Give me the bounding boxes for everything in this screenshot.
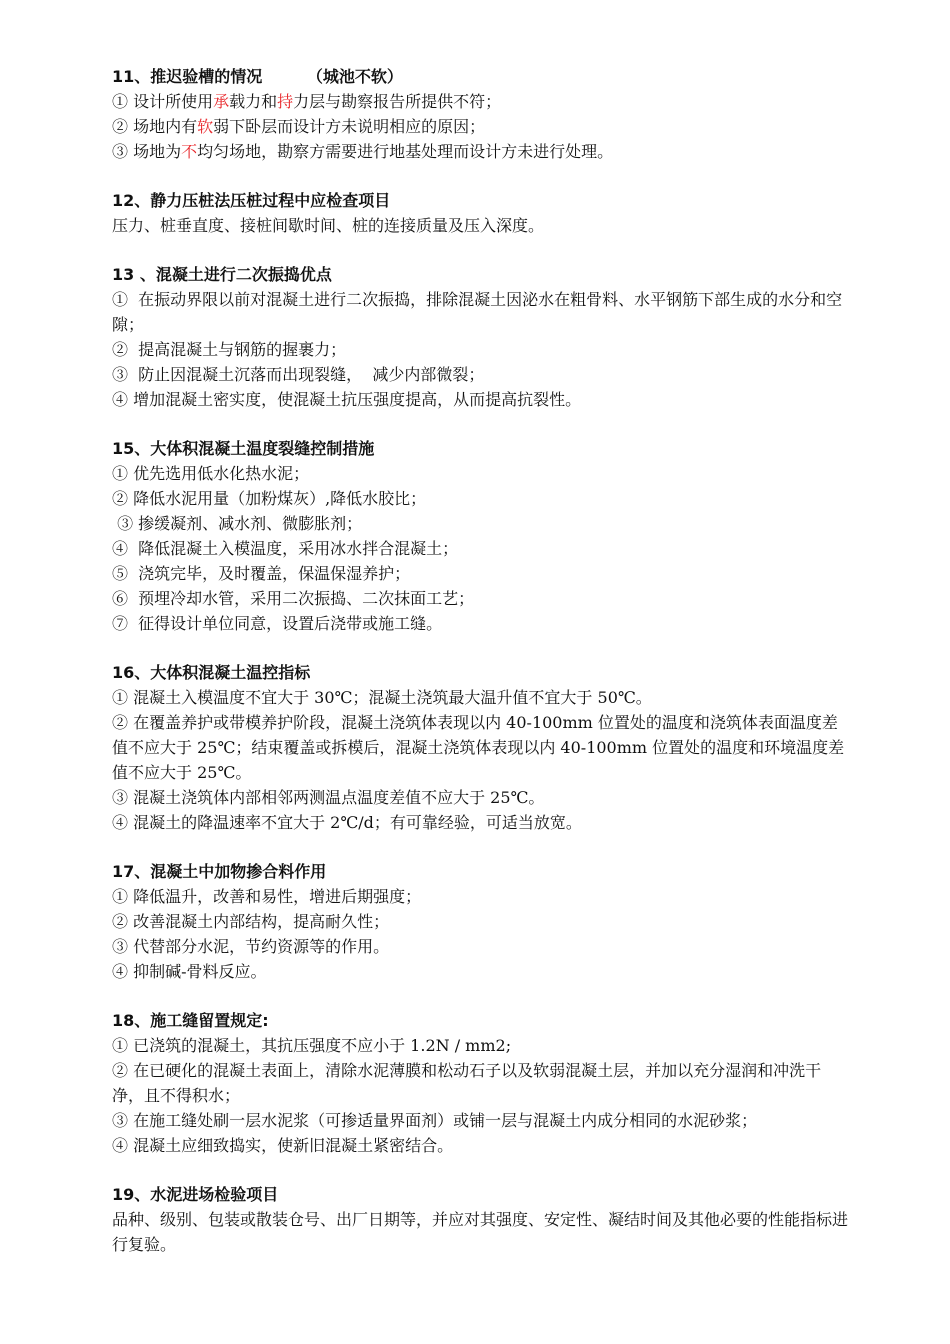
list-item <box>112 685 852 710</box>
list-item <box>112 710 852 785</box>
list-item <box>112 287 852 337</box>
item-text: ① 在振动界限以前对混凝土进行二次振捣，排除混凝土因泌水在粗骨料、水平钢筋下部生成的水分和空隙； <box>112 290 843 334</box>
list-item <box>112 586 852 611</box>
section-title: 12、静力压桩法压桩过程中应检查项目 <box>112 191 391 210</box>
list-item <box>112 486 852 511</box>
list-item <box>112 337 852 362</box>
item-text: 均匀场地，勘察方需要进行地基处理而设计方未进行处理。 <box>197 142 614 161</box>
section <box>112 1008 852 1158</box>
list-item <box>112 810 852 835</box>
list-item <box>112 461 852 486</box>
item-text: ① 混凝土入模温度不宜大于 30℃；混凝土浇筑最大温升值不宜大于 50℃。 <box>112 688 652 707</box>
list-item <box>112 139 852 164</box>
item-text: ② 在已硬化的混凝土表面上，清除水泥薄膜和松动石子以及软弱混凝土层，并加以充分湿润和冲洗干净，且不得积水； <box>112 1061 822 1105</box>
section <box>112 660 852 835</box>
list-item <box>112 362 852 387</box>
item-text: 力层与勘察报告所提供不符； <box>293 92 502 111</box>
list-item <box>112 511 852 536</box>
item-text: ② 改善混凝土内部结构，提高耐久性； <box>112 912 390 931</box>
item-text: ② 在覆盖养护或带模养护阶段，混凝土浇筑体表现以内 40-100mm 位置处的温度和浇筑体表面温度差值不应大于 25℃；结束覆盖或拆模后，混凝土浇筑体表现以内 40-100mm 位置处的温度和环境温度差值不应大于 25℃。 <box>112 713 845 782</box>
list-item <box>112 1058 852 1108</box>
section <box>112 859 852 984</box>
item-text: ① 设计所使用 <box>112 92 214 111</box>
list-item <box>112 611 852 636</box>
list-item <box>112 387 852 412</box>
list-item <box>112 114 852 139</box>
item-text: ⑥ 预埋冷却水管，采用二次振捣、二次抹面工艺； <box>112 589 475 608</box>
section-title: 16、大体积混凝土温控指标 <box>112 663 311 682</box>
item-text: ① 已浇筑的混凝土，其抗压强度不应小于 1.2N / mm2; <box>112 1036 512 1055</box>
item-text: ④ 混凝土应细致捣实，使新旧混凝土紧密结合。 <box>112 1136 454 1155</box>
item-text: ④ 降低混凝土入模温度，采用冰水拌合混凝土； <box>112 539 459 558</box>
list-item <box>112 1108 852 1133</box>
item-text: ③ 掺缓凝剂、减水剂、微膨胀剂； <box>112 514 363 533</box>
item-text: ⑦ 征得设计单位同意，设置后浇带或施工缝。 <box>112 614 443 633</box>
item-text: 载力和 <box>229 92 278 111</box>
list-item <box>112 934 852 959</box>
section-title: 19、水泥进场检验项目 <box>112 1185 279 1204</box>
section <box>112 1182 852 1257</box>
item-text: ③ 场地为 <box>112 142 182 161</box>
item-text: ③ 混凝土浇筑体内部相邻两测温点温度差值不应大于 25℃。 <box>112 788 545 807</box>
item-text: 品种、级别、包装或散装仓号、出厂日期等，并应对其强度、安定性、凝结时间及其他必要的性能指标进行复验。 <box>112 1210 849 1254</box>
list-item <box>112 536 852 561</box>
item-text: 弱下卧层而设计方未说明相应的原因； <box>213 117 486 136</box>
document-page <box>112 64 852 1281</box>
item-text: ④ 抑制碱-骨料反应。 <box>112 962 267 981</box>
list-item <box>112 884 852 909</box>
section <box>112 188 852 238</box>
list-item <box>112 785 852 810</box>
list-item <box>112 1033 852 1058</box>
list-item <box>112 213 852 238</box>
list-item <box>112 1133 852 1158</box>
highlighted-character: 承 <box>213 92 230 111</box>
highlighted-character: 持 <box>277 92 294 111</box>
list-item <box>112 959 852 984</box>
item-text: ② 提高混凝土与钢筋的握裹力； <box>112 340 347 359</box>
section-title: 11、推迟验槽的情况 （城池不软） <box>112 67 403 86</box>
section <box>112 262 852 412</box>
item-text: ⑤ 浇筑完毕，及时覆盖，保温保湿养护； <box>112 564 411 583</box>
section-title: 15、大体积混凝土温度裂缝控制措施 <box>112 439 375 458</box>
list-item <box>112 909 852 934</box>
list-item <box>112 561 852 586</box>
section <box>112 436 852 636</box>
item-text: ③ 代替部分水泥，节约资源等的作用。 <box>112 937 390 956</box>
section-title: 17、混凝土中加物掺合料作用 <box>112 862 327 881</box>
item-text: ② 场地内有 <box>112 117 198 136</box>
highlighted-character: 软 <box>197 117 214 136</box>
section-title: 13 、混凝土进行二次振捣优点 <box>112 265 332 284</box>
item-text: ① 降低温升，改善和易性，增进后期强度； <box>112 887 422 906</box>
item-text: ④ 增加混凝土密实度，使混凝土抗压强度提高，从而提高抗裂性。 <box>112 390 582 409</box>
item-text: ② 降低水泥用量（加粉煤灰）,降低水胶比； <box>112 489 427 508</box>
item-text: ③ 在施工缝处刷一层水泥浆（可掺适量界面剂）或铺一层与混凝土内成分相同的水泥砂浆； <box>112 1111 758 1130</box>
item-text: 压力、桩垂直度、接桩间歇时间、桩的连接质量及压入深度。 <box>112 216 545 235</box>
item-text: ① 优先选用低水化热水泥； <box>112 464 310 483</box>
list-item <box>112 89 852 114</box>
list-item <box>112 1207 852 1257</box>
item-text: ④ 混凝土的降温速率不宜大于 2℃/d；有可靠经验，可适当放宽。 <box>112 813 582 832</box>
section <box>112 64 852 164</box>
highlighted-character: 不 <box>181 142 198 161</box>
item-text: ③ 防止因混凝土沉落而出现裂缝， 减少内部微裂； <box>112 365 485 384</box>
section-title: 18、施工缝留置规定: <box>112 1011 269 1030</box>
